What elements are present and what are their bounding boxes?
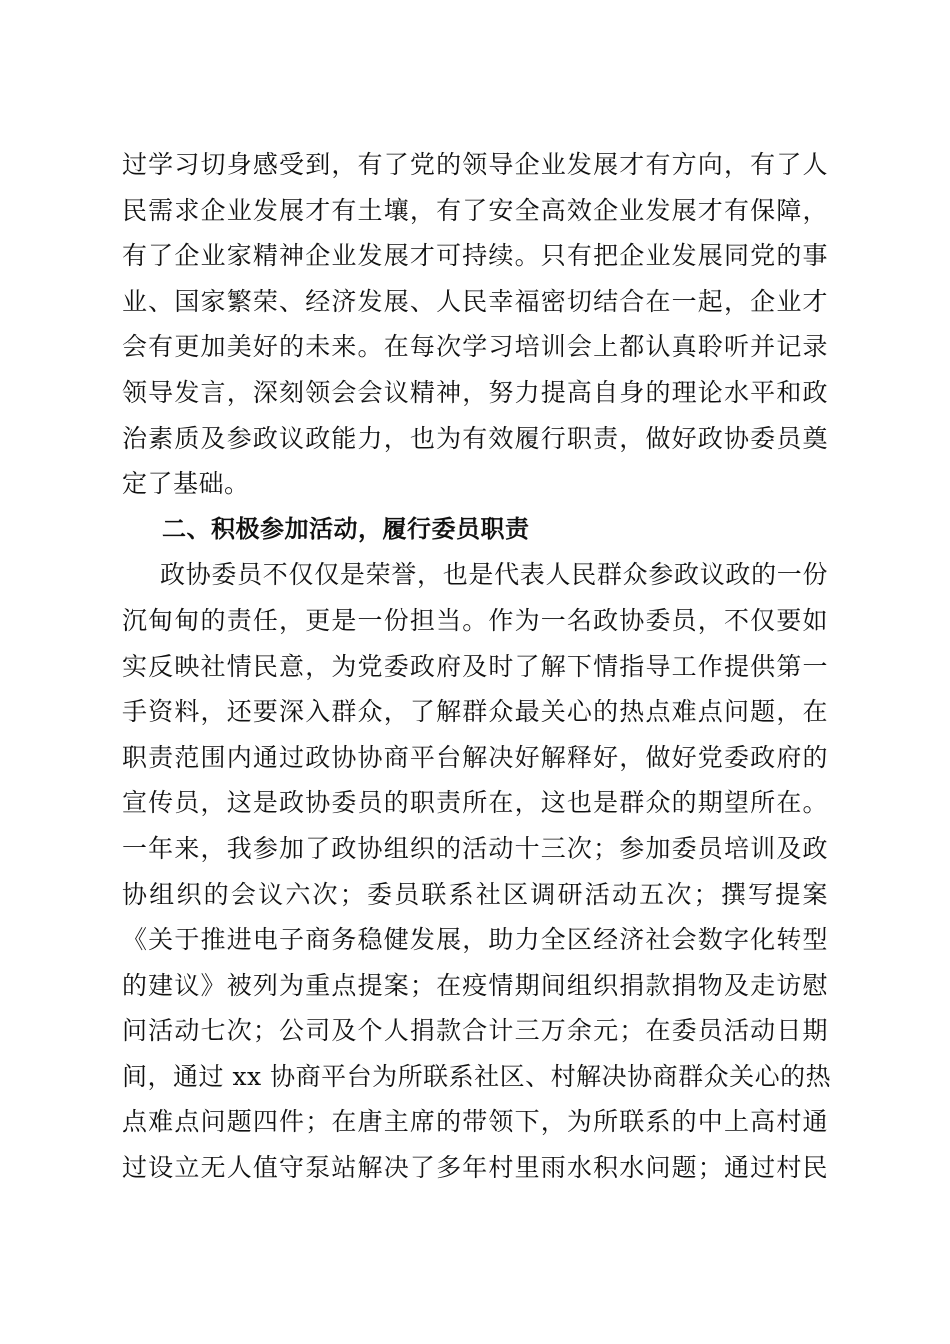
paragraph-2-line: 《关于推进电子商务稳健发展，助力全区经济社会数字化转型 [122,925,828,955]
paragraph-2-line: 沉甸甸的责任，更是一份担当。作为一名政协委员，不仅要如 [122,605,828,635]
paragraph-2-line: 宣传员，这是政协委员的职责所在，这也是群众的期望所在。 [122,788,828,818]
paragraph-2-line: 政协委员不仅仅是荣誉，也是代表人民群众参政议政的一份 [160,560,828,590]
paragraph-1 [122,142,828,507]
document-body [122,142,832,1191]
paragraph-2-line: 问活动七次；公司及个人捐款合计三万余元；在委员活动日期 [122,1016,828,1046]
paragraph-2 [122,552,832,1190]
paragraph-1-line: 业、国家繁荣、经济发展、人民幸福密切结合在一起，企业才 [122,286,828,316]
paragraph-2-line: 一年来，我参加了政协组织的活动十三次；参加委员培训及政 [122,833,828,863]
paragraph-1-line: 民需求企业发展才有土壤，有了安全高效企业发展才有保障， [122,195,828,225]
paragraph-2-line: 的建议》被列为重点提案；在疫情期间组织捐款捐物及走访慰 [122,970,828,1000]
paragraph-2-line: 实反映社情民意，为党委政府及时了解下情指导工作提供第一 [122,651,828,681]
paragraph-1-line: 有了企业家精神企业发展才可持续。只有把企业发展同党的事 [122,241,828,271]
paragraph-1-line: 会有更加美好的未来。在每次学习培训会上都认真聆听并记录 [122,332,828,362]
paragraph-1-line: 过学习切身感受到，有了党的领导企业发展才有方向，有了人 [122,150,828,179]
paragraph-2-line: 过设立无人值守泵站解决了多年村里雨水积水问题；通过村民 [122,1153,828,1183]
paragraph-2-line: 手资料，还要深入群众，了解群众最关心的热点难点问题，在 [122,697,828,727]
paragraph-2-line: 职责范围内通过政协协商平台解决好解释好，做好党委政府的 [122,742,828,772]
paragraph-1-line: 领导发言，深刻领会会议精神，努力提高自身的理论水平和政 [122,377,828,407]
paragraph-2-line: 点难点问题四件；在唐主席的带领下，为所联系的中上高村通 [122,1107,828,1137]
paragraph-2-line: 间，通过 xx 协商平台为所联系社区、村解决协商群众关心的热 [122,1061,832,1091]
section-2-heading: 二、积极参加活动，履行委员职责 [162,514,530,543]
paragraph-1-line: 定了基础。 [122,469,250,499]
paragraph-1-line: 治素质及参政议政能力，也为有效履行职责，做好政协委员奠 [122,423,828,453]
paragraph-2-line: 协组织的会议六次；委员联系社区调研活动五次；撰写提案 [122,879,828,909]
